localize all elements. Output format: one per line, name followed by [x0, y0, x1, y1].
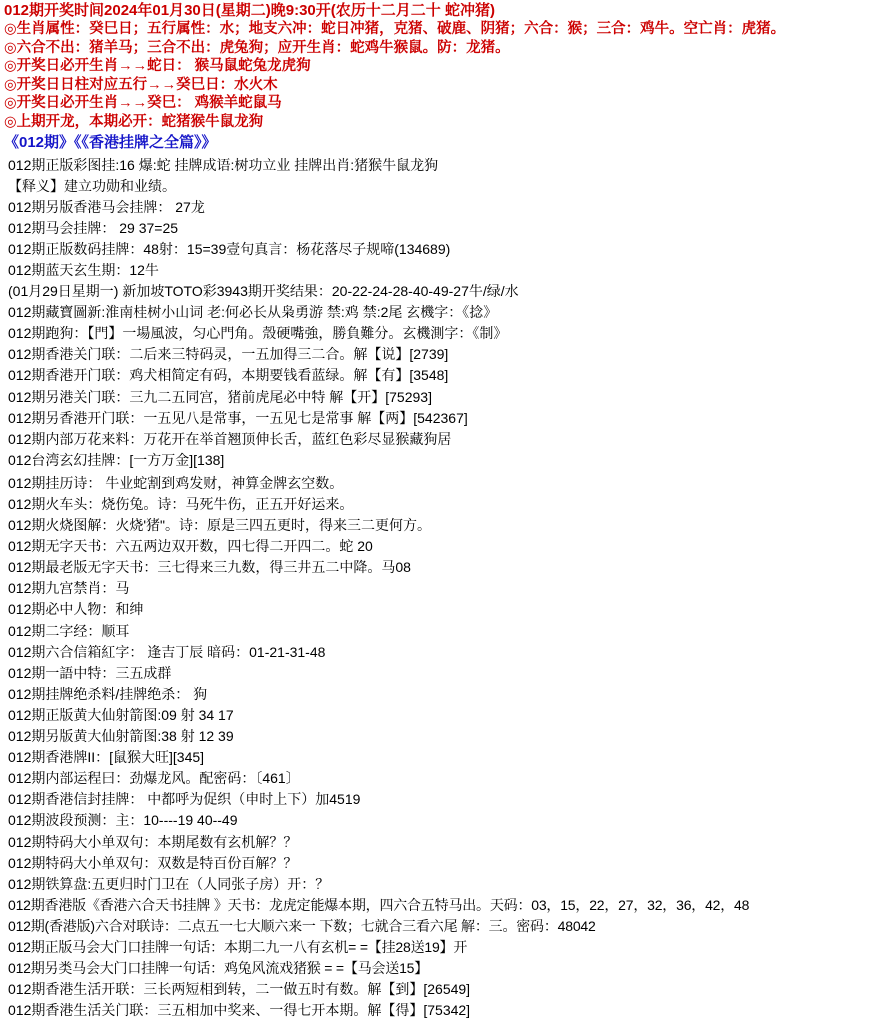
content-line: 012期正版彩图挂:16 爆:蛇 挂牌成语:树功立业 挂牌出肖:猪猴牛鼠龙狗 [8, 156, 439, 173]
content-line: 012期必中人物：和绅 [8, 601, 144, 618]
content-line: 012期波段预测：主：10----19 40--49 [8, 812, 238, 829]
content-line: 012期正版马会大门口挂牌一句话：本期二九一八有玄机= =【挂28送19】开 [8, 938, 468, 955]
content-line: 012期一語中特：三五成群 [8, 664, 172, 681]
content-line: 012期香港生活开联：三长两短相到转，二一做五时有数。解【到】[26549] [8, 981, 471, 998]
content-line: 【释义】建立功勋和业绩。 [8, 177, 176, 194]
attribute-line: ◎开奖日日柱对应五行→→癸巳日：水火木 [4, 76, 278, 93]
content-line: 012期六合信箱紅字： 逢吉丁辰 暗码：01-21-31-48 [8, 643, 326, 660]
draw-time-header: 012期开奖时间2024年01月30日(星期二)晚9:30开(农历十二月二十 蛇冲猪) [4, 2, 495, 19]
attributes-block [0, 20, 891, 131]
content-line: 012期藏寶圖新:淮南桂树小山词 老:何必长从枭勇游 禁:鸡 禁:2尾 玄機字：《捻》 [8, 304, 498, 321]
content-line: 012期另版香港马会挂牌： 27龙 [8, 198, 205, 215]
content-line: 012期铁算盘:五更归时门卫在（人同张子房）开：？ [8, 875, 330, 892]
content-line: 012台湾玄幻挂牌：[一方万金][138] [8, 451, 225, 468]
content-line: 012期香港开门联：鸡犬相简定有码，本期要钱看蓝绿。解【有】[3548] [8, 367, 449, 384]
content-line: 012期另类马会大门口挂牌一句话：鸡兔风流戏猪猴 = =【马会送15】 [8, 960, 429, 977]
content-line: 012期内部万花来料：万花开在举首翘顶伸长舌，蓝红色彩尽显猴藏狗居 [8, 430, 452, 447]
content-line: 012期另香港开门联：一五见八是常事，一五见七是常事 解【两】[542367] [8, 409, 468, 426]
content-line: (01月29日星期一) 新加坡TOTO彩3943期开奖结果：20-22-24-28-40-49-27牛/绿/水 [8, 283, 519, 300]
content-line: 012期香港信封挂牌： 中都呼为促织（申时上下）加4519 [8, 791, 361, 808]
content-line: 012期香港关门联：二后来三特码灵，一五加得三二合。解【说】[2739] [8, 346, 449, 363]
content-line: 012期内部运程曰：劲爆龙风。配密码：〔461〕 [8, 770, 300, 787]
content-line: 012期挂牌绝杀料/挂牌绝杀： 狗 [8, 685, 208, 702]
content-line: 012期跑狗：【門】一場風波，匀心門角。殼硬嘴強，勝負難分。玄機測字：《制》 [8, 325, 508, 342]
content-line: 012期特码大小单双句：双数是特百份百解？？ [8, 854, 298, 871]
content-line: 012期另港关门联：三九二五同宫，猪前虎尾必中特 解【开】[75293] [8, 388, 432, 405]
attribute-line: ◎六合不出：猪羊马；三合不出：虎兔狗；应开生肖：蛇鸡牛猴鼠。防：龙猪。 [4, 39, 510, 56]
content-line: 012期马会挂牌： 29 37=25 [8, 219, 179, 236]
content-line: 012期特码大小单双句：本期尾数有玄机解？？ [8, 833, 298, 850]
content-line: 012期香港牌II：[鼠猴大旺][345] [8, 749, 205, 766]
content-line: 012期另版黄大仙射箭图:38 射 12 39 [8, 728, 234, 745]
content-line: 012期正版数码挂牌：48射：15=39壹句真言：杨花落尽子规啼(134689) [8, 240, 451, 257]
content-line: 012期九宫禁肖：马 [8, 580, 130, 597]
content-line: 012期正版黄大仙射箭图:09 射 34 17 [8, 706, 234, 723]
attribute-line: ◎开奖日必开生肖→→蛇日： 猴马鼠蛇兔龙虎狗 [4, 58, 311, 74]
content-line: 012期挂历诗： 牛业蛇割到鸡发财，神算金牌玄空数。 [8, 474, 344, 491]
content-line: 012期(香港版)六合对联诗：二点五一七大顺六来一 下数；七就合三看六尾 解：三。密码：48042 [8, 917, 596, 934]
content-line: 012期香港生活关门联：三五相加中奖来、一得七开本期。解【得】[75342] [8, 1002, 471, 1019]
content-line: 012期蓝天玄生期：12牛 [8, 261, 159, 278]
content-line: 012期火烧图解：火烧'猪"。诗：原是三四五更时，得来三二更何方。 [8, 517, 431, 534]
content-line: 012期二字经：顺耳 [8, 622, 130, 639]
content-line: 012期最老版无字天书：三七得来三九数，得三井五二中降。马08 [8, 559, 411, 576]
content-line: 012期火车头：烧伤兔。诗：马死牛伤，正五开好运来。 [8, 496, 354, 512]
content-line: 012期香港版《香港六合天书挂牌 》天书：龙虎定能爆本期，四六合五特马出。天码：03，15，22，27，32，36，42，48 [8, 896, 750, 913]
attribute-line: ◎开奖日必开生肖→→癸巳： 鸡猴羊蛇鼠马 [4, 95, 282, 111]
attribute-line: ◎上期开龙，本期必开：蛇猪猴牛鼠龙狗 [4, 113, 264, 130]
content-lines [0, 154, 891, 1021]
content-line: 012期无字天书：六五两边双开数，四七得二开四二。蛇 20 [8, 538, 373, 555]
attribute-line: ◎生肖属性：癸巳日；五行属性：水；地支六冲：蛇日冲猪，克猪、破鹿、阴猪；六合：猴；三合：鸡牛。空亡肖：虎猪。 [4, 21, 786, 37]
section-title: 《012期》《《香港挂牌之全篇》》 [4, 134, 217, 151]
